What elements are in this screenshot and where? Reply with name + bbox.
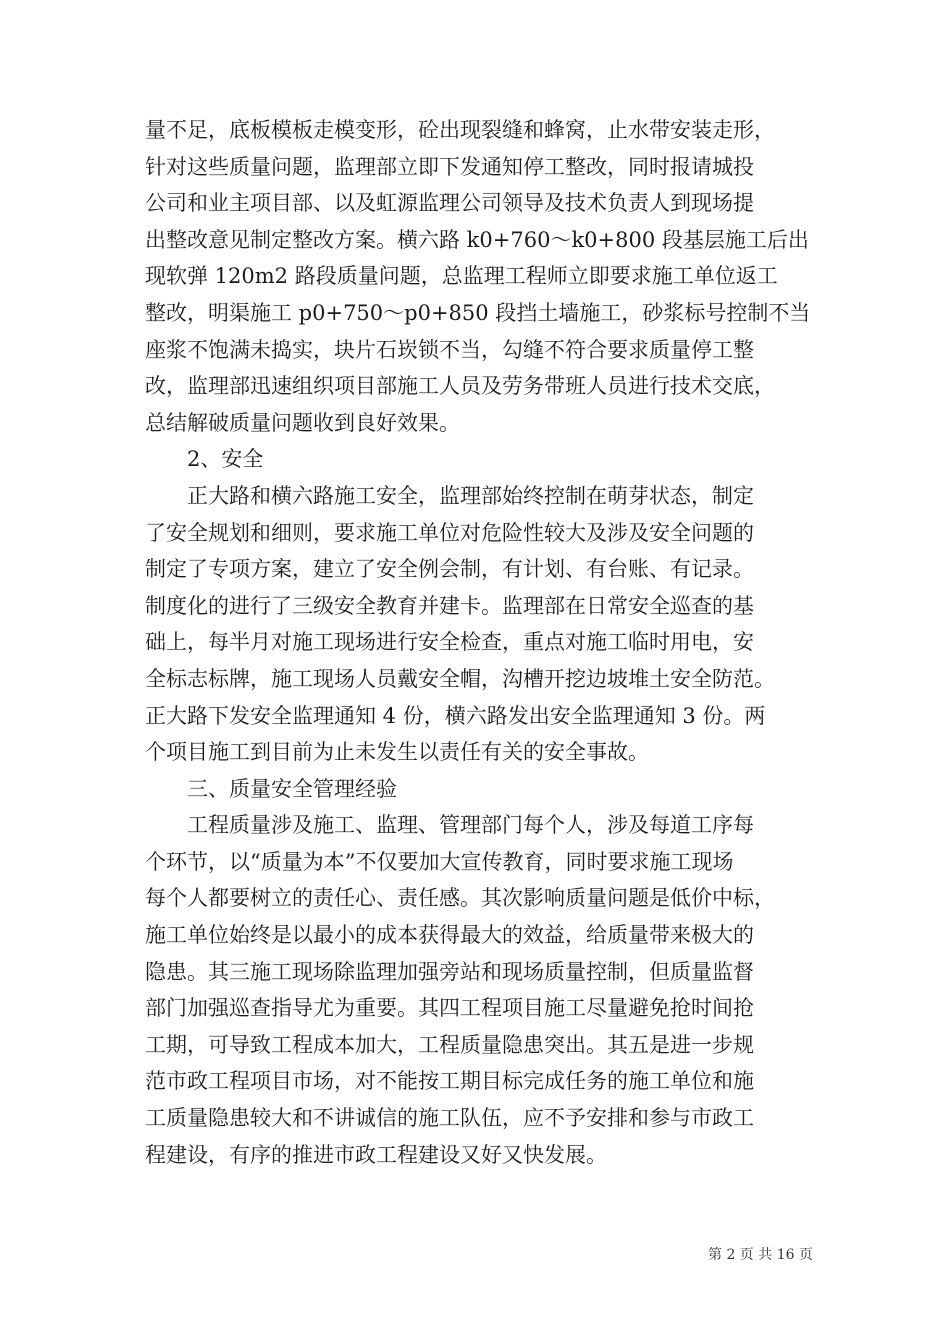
text-line: 了安全规划和细则，要求施工单位对危险性较大及涉及安全问题的 [145,520,754,545]
document-body [145,112,825,1173]
text-line: 现软弹 120m2 路段质量问题，总监理工程师立即要求施工单位返工 [145,264,778,289]
text-line: 2、安全 [187,447,264,472]
text-line: 整改，明渠施工 p0+750～p0+850 段挡土墙施工，砂浆标号控制不当 [145,300,811,325]
text-line: 部门加强巡查指导尤为重要。其四工程项目施工尽量避免抢时间抢 [145,996,754,1021]
text-line: 隐患。其三施工现场除监理加强旁站和现场质量控制，但质量监督 [145,959,754,984]
text-line: 程建设，有序的推进市政工程建设又好又快发展。 [145,1142,607,1167]
text-line: 工程质量涉及施工、监理、管理部门每个人，涉及每道工序每 [187,813,754,838]
text-line: 每个人都要树立的责任心、责任感。其次影响质量问题是低价中标， [145,886,775,911]
text-line: 公司和业主项目部、以及虹源监理公司领导及技术负责人到现场提 [145,191,754,216]
text-line: 总结解破质量问题收到良好效果。 [145,410,460,435]
text-line: 础上，每半月对施工现场进行安全检查，重点对施工临时用电，安 [145,630,754,655]
text-line: 个环节，以“质量为本”不仅要加大宣传教育，同时要求施工现场 [145,849,734,874]
text-line: 全标志标牌，施工现场人员戴安全帽，沟槽开挖边坡堆土安全防范。 [145,666,775,691]
text-line: 工期，可导致工程成本加大，工程质量隐患突出。其五是进一步规 [145,1032,754,1057]
page-number: 第 2 页 共 16 页 [708,1247,813,1263]
text-line: 正大路和横六路施工安全，监理部始终控制在萌芽状态，制定 [187,483,754,508]
text-line: 改，监理部迅速组织项目部施工人员及劳务带班人员进行技术交底， [145,374,775,399]
text-line: 范市政工程项目市场，对不能按工期目标完成任务的施工单位和施 [145,1069,754,1094]
text-line: 三、质量安全管理经验 [187,776,397,801]
text-line: 针对这些质量问题，监理部立即下发通知停工整改，同时报请城投 [145,154,754,179]
text-line: 正大路下发安全监理通知 4 份，横六路发出安全监理通知 3 份。两 [145,703,766,728]
text-line: 工质量隐患较大和不讲诚信的施工队伍，应不予安排和参与市政工 [145,1106,754,1131]
text-line: 制定了专项方案，建立了安全例会制，有计划、有台账、有记录。 [145,557,754,582]
text-line: 出整改意见制定整改方案。横六路 k0+760～k0+800 段基层施工后出 [145,227,809,252]
text-line: 制度化的进行了三级安全教育并建卡。监理部在日常安全巡查的基 [145,593,754,618]
text-line: 量不足，底板模板走模变形，砼出现裂缝和蜂窝，止水带安装走形， [145,118,775,142]
text-line: 个项目施工到目前为止未发生以责任有关的安全事故。 [145,740,649,765]
text-line: 座浆不饱满未捣实，块片石崁锁不当，勾缝不符合要求质量停工整 [145,337,754,362]
text-line: 施工单位始终是以最小的成本获得最大的效益，给质量带来极大的 [145,923,754,948]
